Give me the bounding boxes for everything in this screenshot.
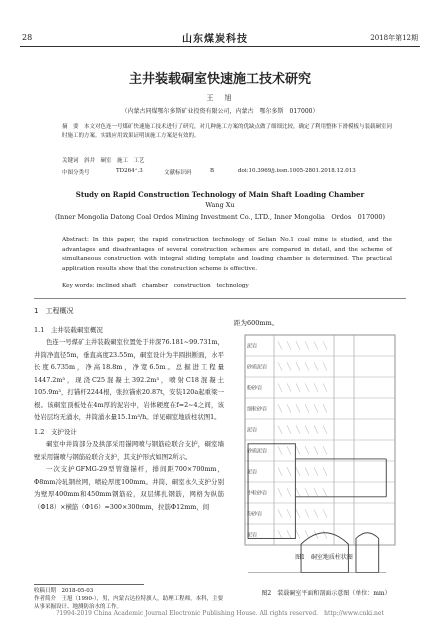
figure-2-chamber-plan-section [240, 440, 400, 582]
fig1-row-label: 泥岩 [247, 469, 258, 476]
journal-name: 山东煤炭科技 [182, 34, 248, 45]
fig1-hatch [296, 362, 300, 370]
fig1-hatch [296, 341, 300, 349]
paragraph-2: 硐室中井筒部分及拱部采用锚网喷与钢筋砼联合支护，硐室墙壁采用锚喷与钢筋砼联合支护，其支护形式如图2所示。 [34, 440, 224, 461]
doc-code-label: 文献标识码 [164, 170, 192, 176]
fig1-hatch [287, 383, 291, 391]
fig1-hatch [278, 383, 282, 391]
abstract-zh: 摘 要 本文对色连一号煤矿快速施工技术进行了研究，对几种施工方案的优缺点做了细细比较，确定了利用整体下滑模板与装载硐室同时施工的方案。实践应用效果证明该施工方案是有效的。 [62, 124, 393, 139]
subsection-heading-1-1: 1.1 主井装载硐室概况 [34, 325, 103, 334]
abstract-en: Abstract: In this paper, the rapid construction technology of Selian No.1 coal mine is studied, and the advantages and disadvantages of several construction schemes are compared in detail, and the scheme of simultaneous construction with integral sliding template and loading chamber is determined. The practical application results show that the construction scheme is effective. [62, 237, 392, 272]
paragraph-3: 一次支护GFMG-29型管缝锚杆，排间距700×700mm，Φ8mm冷轧钢丝网，喷砼厚度100mm。井筒、硐室永久支护分别为壁厚400mm和450mm钢筋砼，双层绑扎钢筋，网格为纵筋（Φ18）×横筋（Φ16）=300×300mm，拉筋Φ12mm，间 [34, 465, 224, 511]
fig1-hatch [305, 404, 309, 412]
clc-label: 中图分类号 [62, 170, 90, 176]
fig1-hatch [287, 341, 291, 349]
copyright-footer: ?1994-2019 China Academic Journal Electronic Publishing House. All rights reserved. http://www.cnki.net [56, 610, 384, 617]
paper-title-en: Study on Rapid Construction Technology of Main Shaft Loading Chamber [75, 190, 365, 199]
fig1-hatch [287, 404, 291, 412]
fig1-hatch [323, 425, 327, 433]
fig1-hatch [278, 404, 282, 412]
fig1-hatch [323, 341, 327, 349]
fig1-row-label: 中粒砂岩 [247, 490, 268, 497]
fig1-hatch [305, 362, 309, 370]
fig1-hatch [323, 362, 327, 370]
affiliation-zh: （内蒙古同煤鄂尔多斯矿业投资有限公司，内蒙古 鄂尔多斯 017000） [121, 108, 319, 115]
page-number: 28 [22, 33, 33, 42]
figure-1-caption: 图1 硐室地质柱状图 [295, 554, 353, 561]
received-date: 收稿日期 2018-05-03 [34, 588, 94, 594]
doc-code-value: B [210, 168, 215, 174]
fig1-hatch [296, 383, 300, 391]
footnote-rule [34, 584, 144, 585]
fig1-hatch [305, 383, 309, 391]
fig1-hatch [278, 362, 282, 370]
author-zh: 王 旭 [206, 94, 234, 102]
fig1-row-label: 砂质泥岩 [247, 448, 268, 455]
fig1-hatch [305, 425, 309, 433]
fig1-hatch [314, 362, 318, 370]
doi: doi:10.3969/j.issn.1005-2801.2018.12.013 [238, 168, 356, 174]
fig1-hatch [314, 383, 318, 391]
fig1-hatch [314, 404, 318, 412]
figure-2-caption: 图2 装载硐室平面和剖面示意图（单位：mm） [261, 590, 391, 597]
fig1-row-label: 泥岩 [247, 532, 258, 539]
fig1-hatch [278, 425, 282, 433]
fig1-row-label: 粉砂岩 [247, 511, 263, 518]
right-column-continuation: 距为600mm。 [234, 319, 279, 327]
fig1-hatch [296, 425, 300, 433]
section-rule [34, 298, 406, 299]
fig1-row-label: 泥岩 [247, 427, 258, 434]
fig1-hatch [323, 404, 327, 412]
issue-label: 2018年第12期 [370, 34, 418, 42]
fig1-hatch [305, 341, 309, 349]
fig1-row-label: 粉砂岩 [247, 385, 263, 392]
author-bio: 作者简介 王旭（1990-），男，内蒙古达拉特旗人，助理工程师，本科，主要从事采掘设计、地测防治水的工作。 [34, 596, 224, 610]
fig1-hatch [278, 341, 282, 349]
fig1-row-label: 泥岩 [247, 343, 258, 350]
keywords-en: Key words: inclined shaft chamber construction technology [62, 283, 249, 289]
fig1-hatch [296, 404, 300, 412]
left-column [34, 305, 224, 513]
fig1-hatch [323, 383, 327, 391]
paragraph-1: 色连一号煤矿主井装载硐室位置处于井深76.181~99.731m，井筒净直径5m，垂直高度23.55m，硐室设计为半圆拱断面，水平长度6.735m，净高18.8m，净宽6.5m。总掘进工程量1447.2m³，现浇C25混凝土392.2m³，喷射C18混凝土105.9m³，打锚杆2244根，张拉锚索20.87t，安装120a起重梁一根。该硐室顶板处在4m厚的泥岩中，岩体硬度在f=2~4之间，该处岩层均无涌水，井筒涌水量15.1m³/h。详见硐室地质柱状图1。 [34, 338, 224, 421]
fig1-hatch [287, 425, 291, 433]
fig1-row-label: 砂质泥岩 [247, 364, 268, 371]
affiliation-en: (Inner Mongolia Datong Coal Ordos Mining Investment Co., LTD., Inner Mongolia Ordos 017000) [54, 213, 386, 221]
fig1-row-label: 细粒砂岩 [247, 406, 268, 413]
subsection-heading-1-2: 1.2 支护设计 [34, 427, 77, 436]
clc-value: TD264⁺.3 [116, 168, 143, 174]
fig1-hatch [314, 341, 318, 349]
fig1-hatch [287, 362, 291, 370]
author-en: Wang Xu [205, 201, 235, 209]
fig1-hatch [314, 425, 318, 433]
header-rule [20, 46, 420, 47]
paper-title-zh: 主井装载硐室快速施工技术研究 [128, 72, 311, 87]
section-heading-1: 1 工程概况 [34, 307, 74, 315]
keywords-zh: 关键词 斜井 硐室 施工 工艺 [62, 158, 145, 164]
